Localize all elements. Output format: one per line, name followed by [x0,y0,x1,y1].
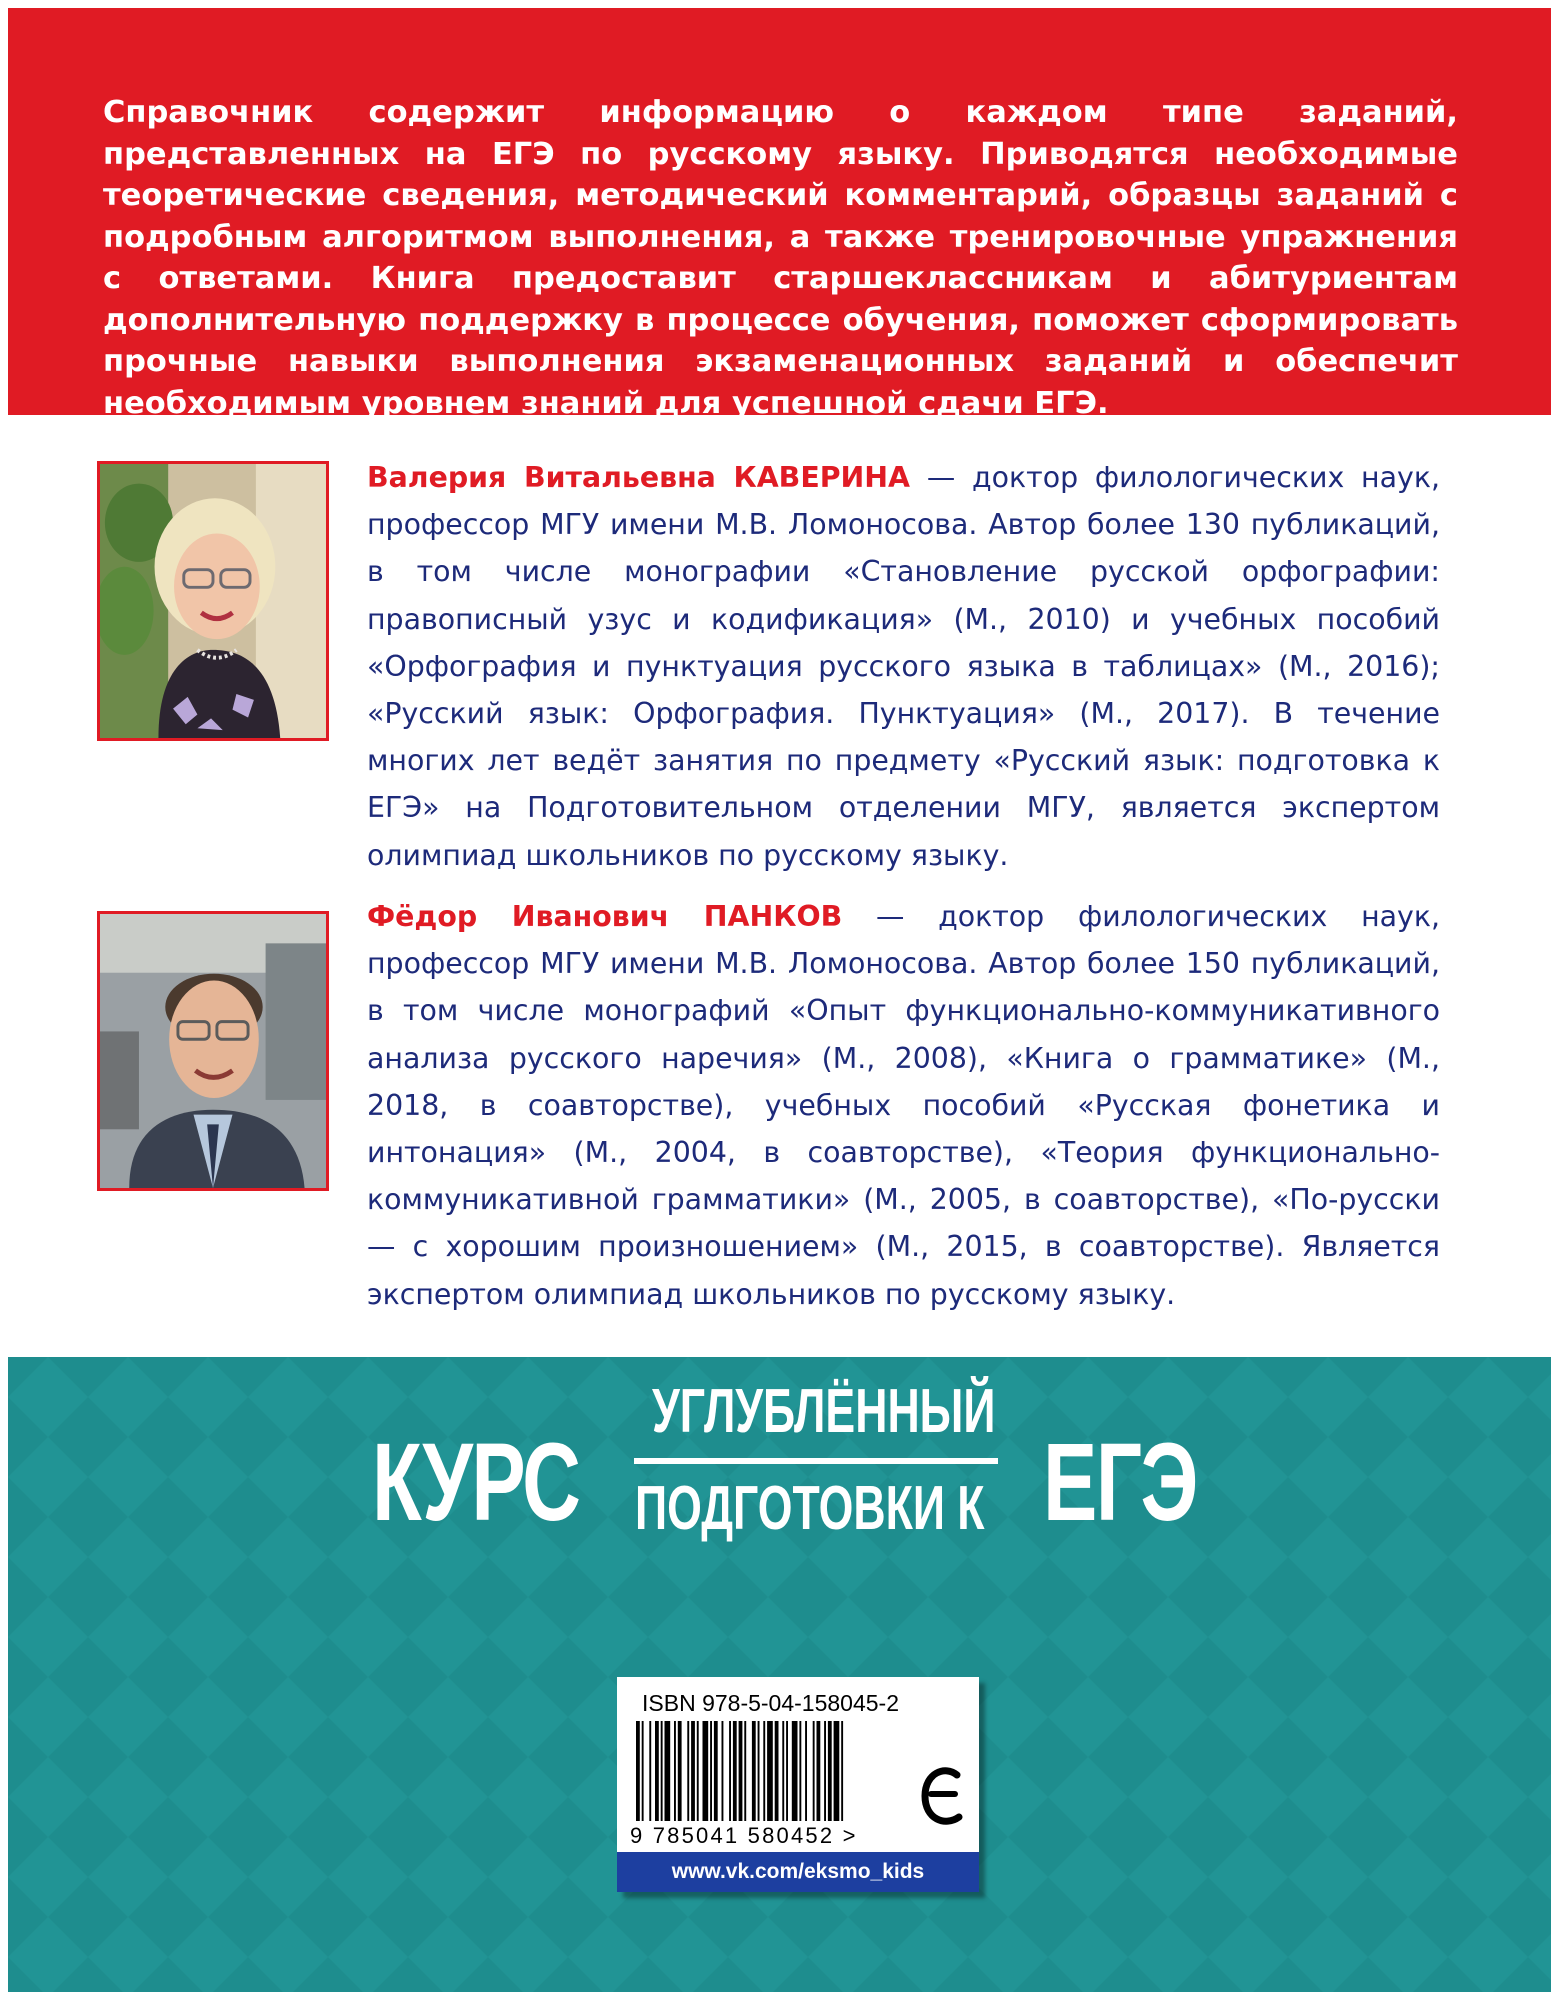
barcode-bar [710,1721,712,1821]
series-title-bottom: ПОДГОТОВКИ К [635,1474,985,1543]
author-name: Фёдор Иванович ПАНКОВ [367,900,843,933]
barcode-bar [841,1721,843,1821]
barcode-bar [649,1721,651,1821]
barcode-bar [697,1721,699,1821]
series-title-top: УГЛУБЛЁННЫЙ [652,1377,996,1446]
barcode-bar [722,1721,724,1821]
barcode-digits: 9 785041 580452 > [630,1823,858,1848]
author-photo-woman [97,461,329,741]
annotation-text: Справочник содержит информацию о каждом типе заданий, представленных на ЕГЭ по русскому языку. Приводятся необходимые теоретические сведения, методический комментарий, образцы заданий с подробным алгоритмом выполнения, а также тренировочные упражнения с ответами. Книга предоставит старшеклассникам и абитуриентам дополнительную поддержку в процессе обучения, поможет сформировать прочные навыки выполнения экзаменационных заданий и обеспечит необходимым уровнем знаний для успешной сдачи ЕГЭ. [103,95,1458,421]
barcode-bar [752,1721,756,1821]
barcode-bar [714,1721,718,1821]
barcode-bar [661,1721,663,1821]
publisher-website: www.vk.com/eksmo_kids [617,1852,979,1892]
barcode-bar [642,1721,644,1821]
series-band [8,1357,1551,1992]
barcode-bar [782,1721,784,1821]
barcode-bar [775,1721,779,1821]
barcode-bar [674,1721,676,1821]
barcode-bar [763,1721,765,1821]
barcode-bar [817,1721,821,1821]
barcode-bar [758,1721,760,1821]
barcode [632,1721,902,1825]
author-bio-text: — доктор филологических наук, профессор МГУ имени М.В. Ломоносова. Автор более 150 публикаций, в том числе монографий «Опыт функционально-коммуникативного анализа русского наречия» (М., 2008), «Книга о грамматике» (М., 2018, в соавторстве), учебных пособий «Русская фонетика и интонация» (М., 2004, в соавторстве), «Теория функционально-коммуникативной грамматики» (М., 2005, в соавторстве), «По-русски — с хорошим произношением» (М., 2015, в соавторстве). Является экспертом олимпиад школьников по русскому языку. [367,900,1440,1311]
barcode-bar [767,1721,773,1821]
eksmo-logo-icon [917,1761,967,1831]
barcode-bar [703,1721,709,1821]
annotation-block [8,8,1551,421]
barcode-bar [799,1721,801,1821]
author-bio-pankov [367,893,1440,1318]
isbn-card [617,1677,979,1892]
barcode-bar [792,1721,798,1821]
barcode-bar [655,1721,659,1821]
barcode-bar [733,1721,737,1821]
barcode-bar [665,1721,671,1821]
diamond-pattern [8,1357,1551,1992]
barcode-bar [824,1721,826,1821]
barcode-bar [739,1721,743,1821]
barcode-bar [729,1721,731,1821]
barcode-bar [691,1721,695,1821]
barcode-bar [786,1721,788,1821]
barcode-bar [805,1721,807,1821]
author-bio-text: — доктор филологических наук, профессор МГУ имени М.В. Ломоносова. Автор более 130 публикаций, в том числе монографии «Становление русской орфографии: правописный узус и кодификация» (М., 2010) и учебных пособий «Орфография и пунктуация русского языка в таблицах» (М., 2016); «Русский язык: Орфография. Пунктуация» (М., 2017). В течение многих лет ведёт занятия по предмету «Русский язык: подготовка к ЕГЭ» на Подготовительном отделении МГУ, является экспертом олимпиад школьников по русскому языку. [367,461,1440,872]
series-title-left: КУРС [372,1421,580,1544]
barcode-bar [744,1721,746,1821]
barcode-bar [813,1721,815,1821]
barcode-bar [834,1721,840,1821]
barcode-bar [687,1721,689,1821]
barcode-bar [828,1721,832,1821]
barcode-bar [678,1721,682,1821]
series-title-right: ЕГЭ [1043,1421,1197,1544]
series-title-divider [634,1458,998,1464]
author-bio-kaverina [367,454,1440,879]
barcode-bar [636,1721,640,1821]
author-photo-man [97,911,329,1191]
isbn-number: ISBN 978-5-04-158045-2 [642,1690,899,1716]
author-name: Валерия Витальевна КАВЕРИНА [367,461,911,494]
